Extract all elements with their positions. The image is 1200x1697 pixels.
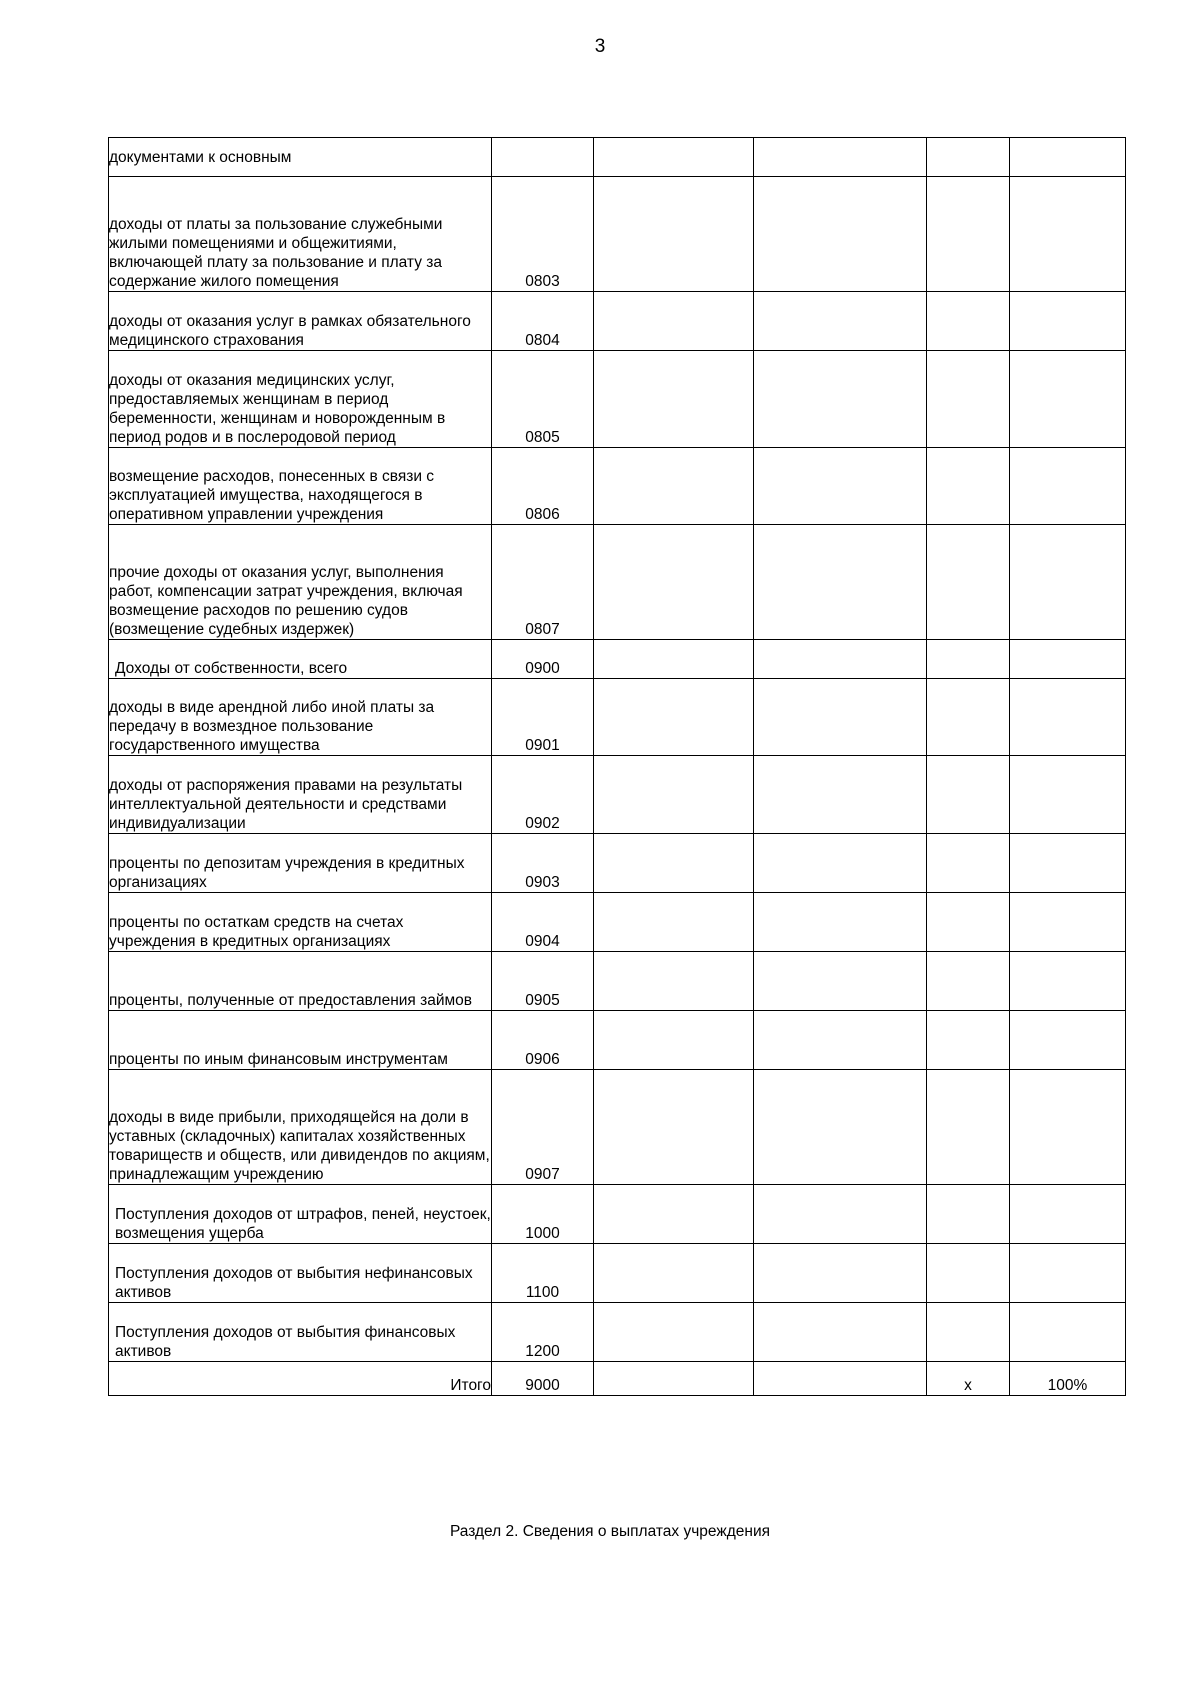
total-row bbox=[109, 1362, 1126, 1396]
table-row bbox=[109, 1185, 1126, 1244]
row-cell-4 bbox=[754, 1303, 927, 1362]
row-cell-4 bbox=[754, 679, 927, 756]
row-cell-5 bbox=[927, 893, 1010, 952]
row-cell-5 bbox=[927, 525, 1010, 640]
row-code bbox=[492, 138, 594, 177]
row-cell-6 bbox=[1010, 756, 1126, 834]
row-cell-6 bbox=[1010, 177, 1126, 292]
row-name: доходы от платы за пользование служебными жилыми помещениями и общежитиями, включающей плату за пользование и плату за содержание жилого помещения bbox=[109, 177, 492, 292]
row-code: 1000 bbox=[492, 1185, 594, 1244]
table-row bbox=[109, 834, 1126, 893]
row-cell-6 bbox=[1010, 679, 1126, 756]
row-code: 0906 bbox=[492, 1011, 594, 1070]
row-name: проценты по депозитам учреждения в кредитных организациях bbox=[109, 834, 492, 893]
row-name: Поступления доходов от выбытия финансовых активов bbox=[109, 1303, 492, 1362]
table-row bbox=[109, 679, 1126, 756]
row-name: проценты, полученные от предоставления займов bbox=[109, 952, 492, 1011]
row-cell-6 bbox=[1010, 834, 1126, 893]
table-row bbox=[109, 952, 1126, 1011]
row-cell-6 bbox=[1010, 1244, 1126, 1303]
row-name: документами к основным bbox=[109, 138, 492, 177]
table-row bbox=[109, 640, 1126, 679]
row-name: доходы от распоряжения правами на результаты интеллектуальной деятельности и средствами индивидуализации bbox=[109, 756, 492, 834]
section-title: Раздел 2. Сведения о выплатах учреждения bbox=[449, 1523, 771, 1540]
row-cell-5 bbox=[927, 292, 1010, 351]
row-name: доходы в виде прибыли, приходящейся на доли в уставных (складочных) капиталах хозяйственных товариществ и обществ, или дивидендов по акциям, принадлежащим учреждению bbox=[109, 1070, 492, 1185]
row-cell-3 bbox=[594, 640, 754, 679]
row-cell-4 bbox=[754, 952, 927, 1011]
row-cell-6 bbox=[1010, 525, 1126, 640]
row-cell-6 bbox=[1010, 1011, 1126, 1070]
row-cell-5 bbox=[927, 834, 1010, 893]
row-cell-4 bbox=[754, 351, 927, 448]
row-code: 0806 bbox=[492, 448, 594, 525]
page-number: 3 bbox=[594, 36, 606, 57]
row-code: 0900 bbox=[492, 640, 594, 679]
row-cell-6 bbox=[1010, 448, 1126, 525]
row-code: 1100 bbox=[492, 1244, 594, 1303]
row-cell-5 bbox=[927, 177, 1010, 292]
row-code: 1200 bbox=[492, 1303, 594, 1362]
table-row bbox=[109, 1070, 1126, 1185]
row-cell-5 bbox=[927, 448, 1010, 525]
row-cell-3 bbox=[594, 292, 754, 351]
table-row bbox=[109, 138, 1126, 177]
total-label: Итого bbox=[109, 1362, 492, 1396]
row-cell-5 bbox=[927, 952, 1010, 1011]
row-code: 0903 bbox=[492, 834, 594, 893]
table-row bbox=[109, 1244, 1126, 1303]
row-cell-3 bbox=[594, 893, 754, 952]
row-cell-6 bbox=[1010, 292, 1126, 351]
row-cell-4 bbox=[754, 1185, 927, 1244]
row-code: 0807 bbox=[492, 525, 594, 640]
table-row bbox=[109, 292, 1126, 351]
row-cell-5 bbox=[927, 1185, 1010, 1244]
income-table bbox=[108, 137, 1126, 1396]
row-cell-5 bbox=[927, 756, 1010, 834]
row-cell-3 bbox=[594, 679, 754, 756]
row-cell-3 bbox=[594, 1011, 754, 1070]
row-name: проценты по иным финансовым инструментам bbox=[109, 1011, 492, 1070]
total-cell-4 bbox=[754, 1362, 927, 1396]
row-cell-6 bbox=[1010, 1303, 1126, 1362]
row-cell-6 bbox=[1010, 952, 1126, 1011]
row-code: 0803 bbox=[492, 177, 594, 292]
row-cell-4 bbox=[754, 893, 927, 952]
row-cell-4 bbox=[754, 756, 927, 834]
table-row bbox=[109, 177, 1126, 292]
row-name: прочие доходы от оказания услуг, выполнения работ, компенсации затрат учреждения, включая возмещение расходов по решению судов (возмещение судебных издержек) bbox=[109, 525, 492, 640]
row-code: 0902 bbox=[492, 756, 594, 834]
row-cell-5 bbox=[927, 1011, 1010, 1070]
row-cell-3 bbox=[594, 1303, 754, 1362]
row-name: доходы в виде арендной либо иной платы за передачу в возмездное пользование государственного имущества bbox=[109, 679, 492, 756]
row-name: доходы от оказания медицинских услуг, предоставляемых женщинам в период беременности, женщинам и новорожденным в период родов и в послеродовой период bbox=[109, 351, 492, 448]
row-code: 0904 bbox=[492, 893, 594, 952]
row-cell-4 bbox=[754, 1011, 927, 1070]
row-cell-6 bbox=[1010, 138, 1126, 177]
row-cell-3 bbox=[594, 351, 754, 448]
row-cell-6 bbox=[1010, 640, 1126, 679]
row-name: доходы от оказания услуг в рамках обязательного медицинского страхования bbox=[109, 292, 492, 351]
row-cell-5 bbox=[927, 679, 1010, 756]
row-cell-6 bbox=[1010, 351, 1126, 448]
row-cell-3 bbox=[594, 1185, 754, 1244]
table-row bbox=[109, 893, 1126, 952]
row-cell-4 bbox=[754, 138, 927, 177]
row-cell-5 bbox=[927, 1244, 1010, 1303]
row-cell-3 bbox=[594, 138, 754, 177]
row-code: 0907 bbox=[492, 1070, 594, 1185]
row-cell-3 bbox=[594, 1244, 754, 1303]
row-cell-3 bbox=[594, 1070, 754, 1185]
row-cell-3 bbox=[594, 525, 754, 640]
row-code: 0804 bbox=[492, 292, 594, 351]
table-row bbox=[109, 1011, 1126, 1070]
row-cell-6 bbox=[1010, 893, 1126, 952]
row-cell-3 bbox=[594, 756, 754, 834]
row-cell-5 bbox=[927, 351, 1010, 448]
table-row bbox=[109, 1303, 1126, 1362]
row-cell-4 bbox=[754, 177, 927, 292]
row-cell-5 bbox=[927, 1303, 1010, 1362]
table-row bbox=[109, 756, 1126, 834]
row-cell-3 bbox=[594, 448, 754, 525]
row-cell-4 bbox=[754, 448, 927, 525]
row-name: проценты по остаткам средств на счетах учреждения в кредитных организациях bbox=[109, 893, 492, 952]
row-code: 0901 bbox=[492, 679, 594, 756]
row-code: 0905 bbox=[492, 952, 594, 1011]
row-cell-3 bbox=[594, 834, 754, 893]
row-cell-4 bbox=[754, 525, 927, 640]
row-cell-4 bbox=[754, 1244, 927, 1303]
row-code: 0805 bbox=[492, 351, 594, 448]
row-cell-5 bbox=[927, 640, 1010, 679]
row-cell-4 bbox=[754, 640, 927, 679]
row-cell-4 bbox=[754, 292, 927, 351]
row-cell-3 bbox=[594, 952, 754, 1011]
total-cell-3 bbox=[594, 1362, 754, 1396]
table-row bbox=[109, 525, 1126, 640]
row-name: Поступления доходов от штрафов, пеней, неустоек, возмещения ущерба bbox=[109, 1185, 492, 1244]
row-cell-5 bbox=[927, 138, 1010, 177]
total-cell-x: x bbox=[927, 1362, 1010, 1396]
total-cell-percent: 100% bbox=[1010, 1362, 1126, 1396]
row-cell-5 bbox=[927, 1070, 1010, 1185]
row-cell-4 bbox=[754, 1070, 927, 1185]
row-name: Поступления доходов от выбытия нефинансовых активов bbox=[109, 1244, 492, 1303]
table-row bbox=[109, 351, 1126, 448]
row-cell-6 bbox=[1010, 1070, 1126, 1185]
total-code: 9000 bbox=[492, 1362, 594, 1396]
row-name: Доходы от собственности, всего bbox=[109, 640, 492, 679]
row-cell-6 bbox=[1010, 1185, 1126, 1244]
row-name: возмещение расходов, понесенных в связи с эксплуатацией имущества, находящегося в оперативном управлении учреждения bbox=[109, 448, 492, 525]
row-cell-4 bbox=[754, 834, 927, 893]
table-row bbox=[109, 448, 1126, 525]
row-cell-3 bbox=[594, 177, 754, 292]
